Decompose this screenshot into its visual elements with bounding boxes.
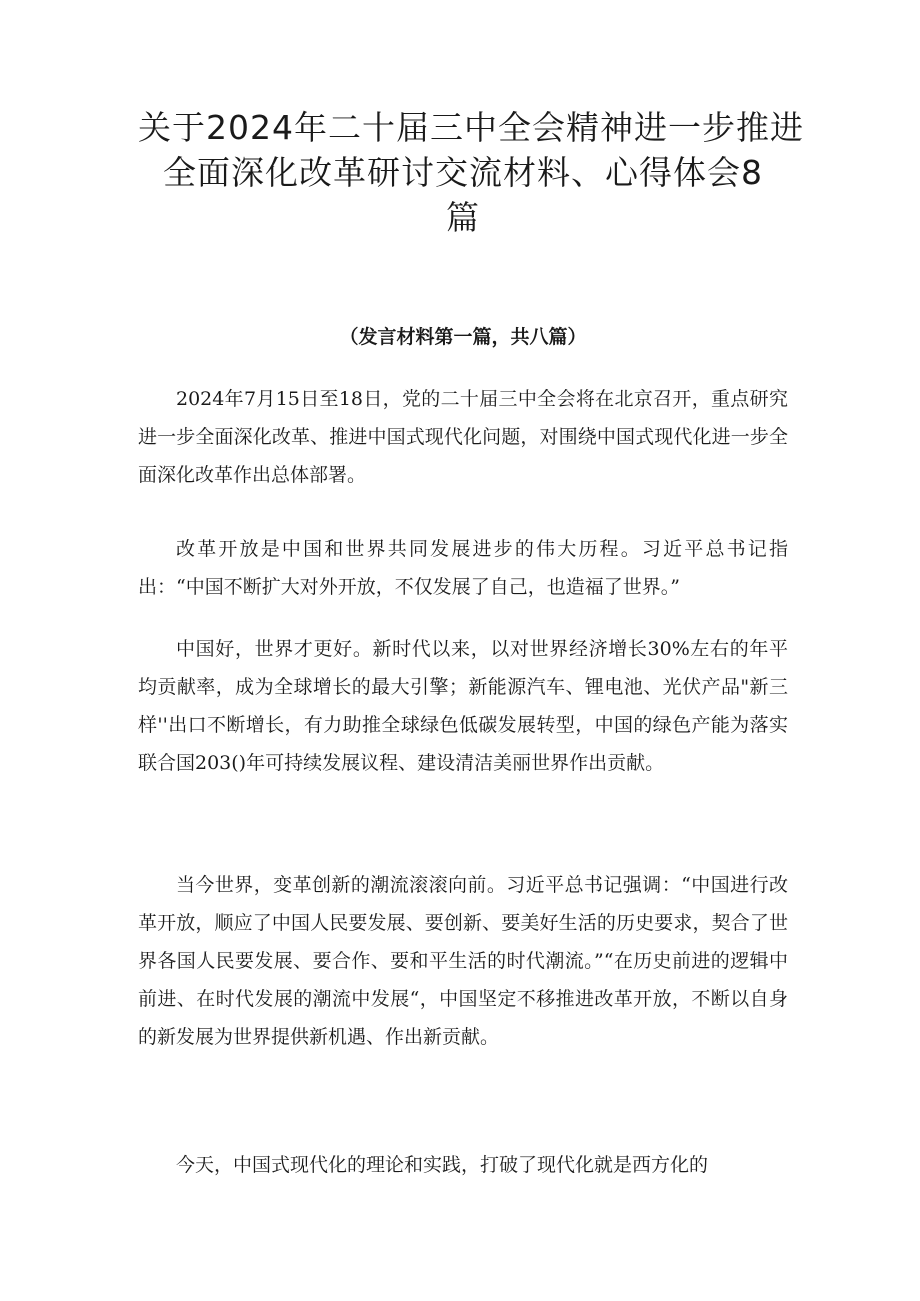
paragraph-3: 中国好，世界才更好。新时代以来，以对世界经济增长30%左右的年平均贡献率，成为全球增长的最大引擎；新能源汽车、锂电池、光伏产品"新三样''出口不断增长，有力助推全球绿色低碳发展转型，中国的绿色产能为落实联合国203()年可持续发展议程、建设清洁美丽世界作出贡献。 [138,638,788,774]
document-title [138,105,804,240]
paragraph-1: 2024年7月15日至18日，党的二十届三中全会将在北京召开，重点研究进一步全面深化改革、推进中国式现代化问题，对围绕中国式现代化进一步全面深化改革作出总体部署。 [138,388,788,486]
title-line-1: 关于2024年二十届三中全会精神进一步推进 [138,108,804,147]
title-line-3: 篇 [446,198,480,237]
title-line-2: 全面深化改革研讨交流材料、心得体会8 [163,153,763,192]
paragraph-2: 改革开放是中国和世界共同发展进步的伟大历程。习近平总书记指出：“中国不断扩大对外开放，不仅发展了自己，也造福了世界。” [138,538,788,598]
paragraph-5: 今天，中国式现代化的理论和实践，打破了现代化就是西方化的 [176,1154,709,1176]
document-subtitle: （发言材料第一篇，共八篇） [339,326,587,348]
paragraph-4: 当今世界，变革创新的潮流滚滚向前。习近平总书记强调：“中国进行改革开放，顺应了中国人民要发展、要创新、要美好生活的历史要求，契合了世界各国人民要发展、要合作、要和平生活的时代潮流。”“在历史前进的逻辑中前进、在时代发展的潮流中发展“，中国坚定不移推进改革开放，不断以自身的新发展为世界提供新机遇、作出新贡献。 [138,874,788,1048]
